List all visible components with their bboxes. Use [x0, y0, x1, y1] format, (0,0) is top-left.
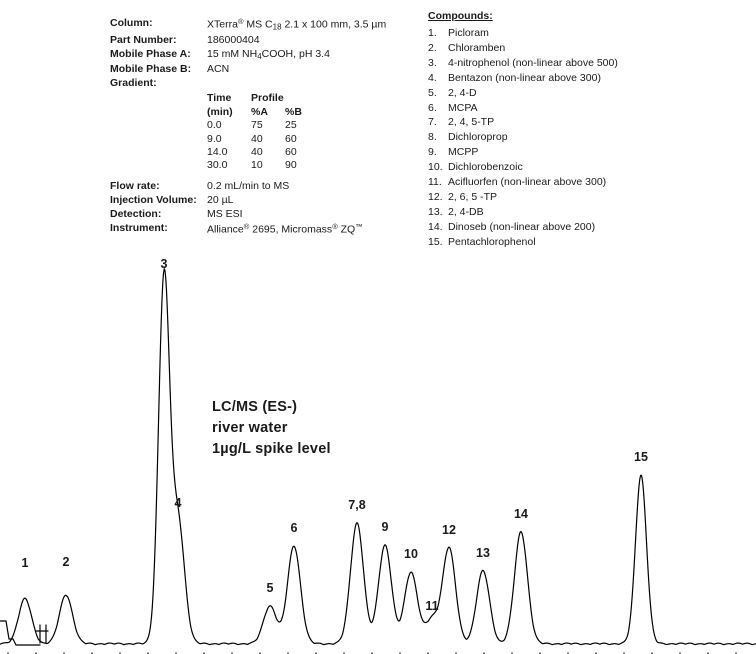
method-rows-top — [110, 18, 410, 89]
gradient-row — [207, 133, 410, 146]
gradient-header-row — [207, 92, 410, 105]
compound-item — [428, 205, 748, 220]
compound-name: Dichloroprop — [448, 131, 508, 144]
method-label: Instrument: — [110, 221, 168, 234]
compound-name: Chloramben — [448, 41, 506, 54]
compound-number: 6. — [428, 101, 437, 114]
compound-name: Picloram — [448, 27, 489, 39]
peak-label: 7,8 — [348, 498, 366, 512]
method-label: Detection: — [110, 207, 162, 220]
method-row — [110, 209, 410, 220]
compound-item — [428, 130, 748, 145]
compound-number: 13. — [428, 205, 443, 218]
peak-label: 1 — [21, 556, 29, 570]
compound-item — [428, 175, 748, 190]
gradient-table — [207, 92, 410, 173]
compound-number: 8. — [428, 131, 437, 144]
compound-name: Bentazon (non-linear above 300) — [448, 71, 601, 84]
method-value: 15 mM $NH_4COOH$, pH 3.4 — [207, 47, 330, 61]
method-row — [110, 49, 410, 61]
gradient-cell: 9.0 — [207, 132, 222, 145]
compound-item — [428, 190, 748, 205]
compound-item — [428, 235, 748, 250]
compound-number: 15. — [428, 235, 443, 248]
compound-item — [428, 220, 748, 235]
method-value: XTerra® MS $C_{18}$ 2.1 x 100 mm, 3.5 µm — [207, 17, 387, 32]
method-label: Flow rate: — [110, 179, 160, 192]
peak-label: 6 — [290, 521, 298, 535]
compound-item — [428, 86, 748, 101]
annotation-line-2: river water — [212, 420, 288, 437]
method-label: Mobile Phase B: — [110, 63, 192, 76]
method-conditions-block — [110, 18, 410, 238]
gradient-row — [207, 159, 410, 172]
compound-number: 1. — [428, 27, 437, 39]
compound-item — [428, 145, 748, 160]
method-row — [110, 223, 410, 235]
compound-name: 2, 4, 5-TP — [448, 116, 495, 129]
method-row — [110, 64, 410, 75]
gradient-cell: 40 — [251, 145, 263, 158]
peak-label: 11 — [425, 599, 439, 613]
method-row — [110, 35, 410, 46]
compound-number: 2. — [428, 41, 437, 54]
annotation-line-3: 1µg/L spike level — [212, 441, 331, 458]
compound-number: 14. — [428, 220, 443, 233]
compound-number: 3. — [428, 56, 437, 69]
method-value — [207, 78, 410, 89]
chart-annotation — [212, 397, 331, 460]
method-value: 0.2 mL/min to MS — [207, 179, 290, 192]
gradient-cell: %B — [285, 105, 302, 118]
peak-label: 9 — [381, 520, 389, 534]
method-row — [110, 78, 410, 89]
gradient-row — [207, 146, 410, 159]
peak-label: 3 — [160, 257, 168, 271]
compound-number: 10. — [428, 161, 443, 174]
method-row — [110, 195, 410, 206]
peak-label: 12 — [442, 523, 456, 537]
compound-name: Acifluorfen (non-linear above 300) — [448, 176, 607, 189]
gradient-cell: 40 — [251, 132, 263, 145]
gradient-cell: (min) — [207, 105, 233, 118]
compounds-title: Compounds: — [428, 10, 493, 22]
gradient-cell: %A — [251, 105, 268, 118]
compound-item — [428, 101, 748, 116]
gradient-cell: 60 — [285, 132, 297, 145]
gradient-cell: 10 — [251, 159, 263, 172]
peak-label: 4 — [174, 496, 182, 510]
compound-item — [428, 115, 748, 130]
method-value: MS ESI — [207, 207, 243, 220]
gradient-cell: Time — [207, 92, 232, 105]
method-row — [110, 181, 410, 192]
compound-item — [428, 56, 748, 71]
chromatogram — [0, 255, 756, 654]
gradient-cell: 0.0 — [207, 119, 222, 132]
method-label: Gradient: — [110, 77, 157, 90]
compound-name: 2, 4-DB — [448, 205, 484, 218]
gradient-cell: Profile — [251, 92, 284, 105]
gradient-cell: 90 — [285, 159, 297, 172]
method-value: 20 µL — [207, 193, 234, 206]
method-value: Alliance® 2695, Micromass® ZQ™ — [207, 221, 363, 236]
compound-number: 11. — [428, 176, 442, 189]
compounds-list-block — [428, 10, 748, 250]
gradient-header-row — [207, 106, 410, 119]
annotation-line-1: LC/MS (ES-) — [212, 399, 298, 415]
method-value: ACN — [207, 63, 230, 76]
method-label: Column: — [110, 17, 153, 29]
compound-name: MCPP — [448, 146, 479, 159]
compound-number: 5. — [428, 86, 437, 99]
method-row — [110, 18, 410, 32]
peak-label: 5 — [266, 581, 274, 595]
compound-item — [428, 71, 748, 86]
compound-name: 2, 6, 5 -TP — [448, 190, 498, 203]
peak-label: 15 — [634, 450, 648, 464]
peak-label: 14 — [514, 507, 528, 521]
compound-name: Dinoseb (non-linear above 200) — [448, 220, 596, 233]
compound-item — [428, 26, 748, 41]
gradient-row — [207, 119, 410, 132]
compound-name: Pentachlorophenol — [448, 235, 536, 248]
method-label: Part Number: — [110, 33, 177, 46]
peak-label: 2 — [62, 555, 70, 569]
method-rows-bottom — [110, 181, 410, 235]
compound-name: 2, 4-D — [448, 86, 477, 99]
compound-name: 4-nitrophenol (non-linear above 500) — [448, 56, 618, 69]
gradient-cell — [285, 92, 319, 105]
gradient-cell: 30.0 — [207, 159, 228, 172]
gradient-cell: 14.0 — [207, 145, 228, 158]
method-value: 186000404 — [207, 33, 260, 46]
compound-number: 12. — [428, 190, 443, 203]
peak-label: 10 — [404, 547, 418, 561]
peak-label: 13 — [476, 546, 490, 560]
compound-name: MCPA — [448, 101, 478, 114]
compounds-items — [428, 26, 748, 250]
compound-item — [428, 41, 748, 56]
gradient-cell: 25 — [285, 119, 297, 132]
compound-item — [428, 160, 748, 175]
method-label: Mobile Phase A: — [110, 47, 191, 60]
compound-number: 4. — [428, 71, 437, 84]
compound-name: Dichlorobenzoic — [448, 161, 523, 174]
gradient-cell: 75 — [251, 119, 263, 132]
compound-number: 9. — [428, 146, 437, 159]
compound-number: 7. — [428, 116, 437, 129]
gradient-cell: 60 — [285, 145, 297, 158]
method-label: Injection Volume: — [110, 193, 197, 206]
